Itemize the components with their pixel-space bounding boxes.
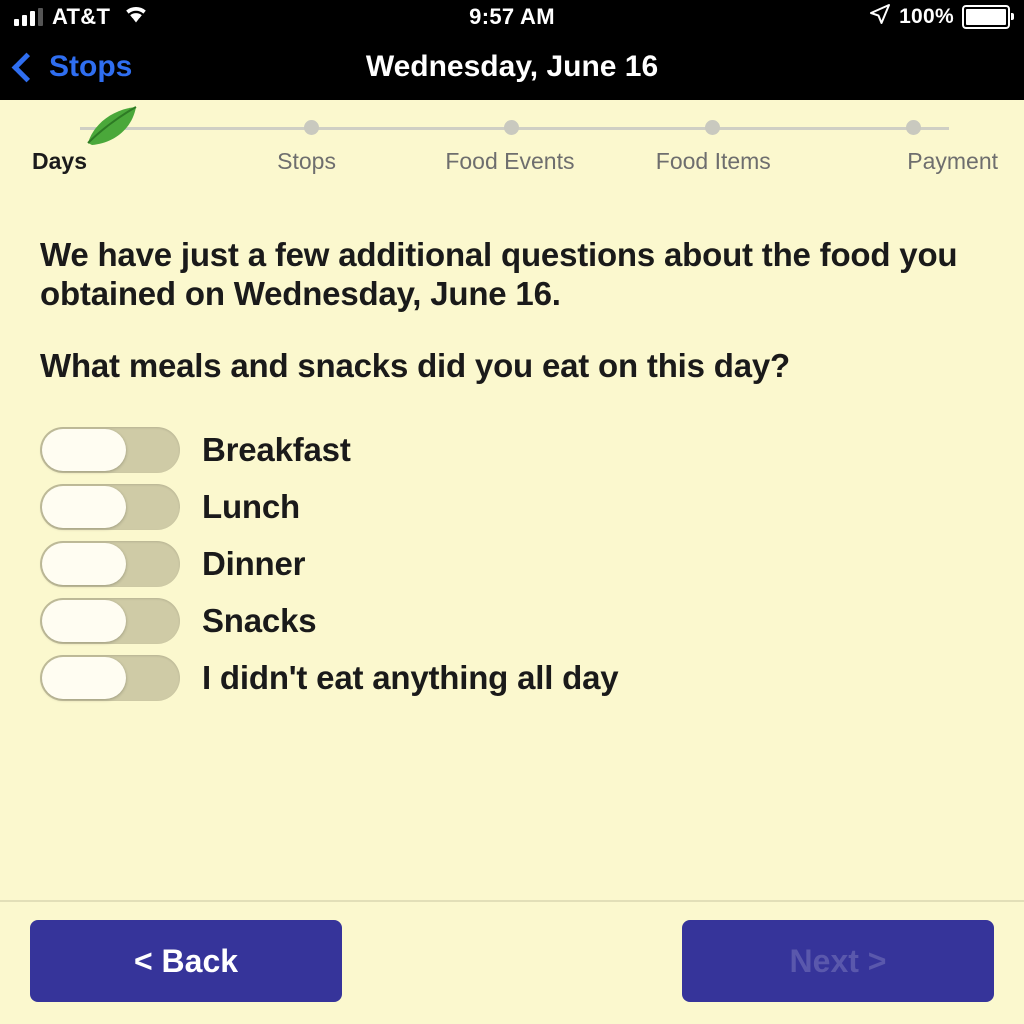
- toggle-snacks[interactable]: [40, 598, 180, 644]
- step-label-payment[interactable]: Payment: [907, 148, 999, 174]
- option-label-none: I didn't eat anything all day: [202, 659, 619, 697]
- carrier-label: AT&T: [52, 4, 111, 29]
- toggle-none[interactable]: [40, 655, 180, 701]
- toggle-breakfast[interactable]: [40, 427, 180, 473]
- stepper-labels: [0, 148, 1024, 175]
- option-label-lunch: Lunch: [202, 488, 300, 526]
- location-arrow-icon: [869, 3, 891, 31]
- toggle-knob: [42, 429, 126, 471]
- option-row-snacks: [40, 593, 984, 650]
- signal-bars-icon: [14, 8, 43, 26]
- toggle-lunch[interactable]: [40, 484, 180, 530]
- main-content: [0, 181, 1024, 900]
- option-row-breakfast: [40, 422, 984, 479]
- toggle-dinner[interactable]: [40, 541, 180, 587]
- status-time: 9:57 AM: [469, 4, 555, 29]
- step-label-stops[interactable]: Stops: [277, 148, 336, 174]
- wifi-icon: [123, 4, 149, 30]
- back-button[interactable]: < Back: [30, 920, 342, 1002]
- option-label-breakfast: Breakfast: [202, 431, 351, 469]
- status-bar-left: [14, 4, 469, 30]
- battery-percent-label: 100%: [899, 5, 954, 28]
- battery-full-icon: [962, 5, 1010, 29]
- chevron-left-icon: [12, 52, 42, 82]
- option-row-none: [40, 650, 984, 707]
- toggle-knob: [42, 486, 126, 528]
- toggle-knob: [42, 600, 126, 642]
- meal-options-list: [40, 422, 984, 707]
- toggle-knob: [42, 543, 126, 585]
- progress-stepper: [0, 100, 1024, 181]
- nav-bar: [0, 34, 1024, 100]
- step-label-food-events[interactable]: Food Events: [445, 148, 575, 174]
- green-leaf-icon: [80, 105, 140, 152]
- intro-text: We have just a few additional questions about the food you obtained on Wednesday, June 16.: [40, 236, 958, 312]
- status-bar: [0, 0, 1024, 34]
- next-button[interactable]: Next >: [682, 920, 994, 1002]
- toggle-knob: [42, 657, 126, 699]
- step-label-food-items[interactable]: Food Items: [655, 148, 771, 174]
- status-bar-right: [555, 3, 1010, 31]
- step-label-days[interactable]: Days: [32, 148, 87, 174]
- footer-bar: [0, 900, 1024, 1024]
- option-row-dinner: [40, 536, 984, 593]
- option-label-snacks: Snacks: [202, 602, 317, 640]
- back-nav-label: Stops: [49, 50, 133, 83]
- question-text: What meals and snacks did you eat on this day?: [40, 346, 790, 384]
- option-row-lunch: [40, 479, 984, 536]
- back-nav-button[interactable]: [16, 50, 132, 84]
- page-title: Wednesday, June 16: [365, 50, 659, 83]
- option-label-dinner: Dinner: [202, 545, 306, 583]
- stepper-track: [0, 110, 1024, 144]
